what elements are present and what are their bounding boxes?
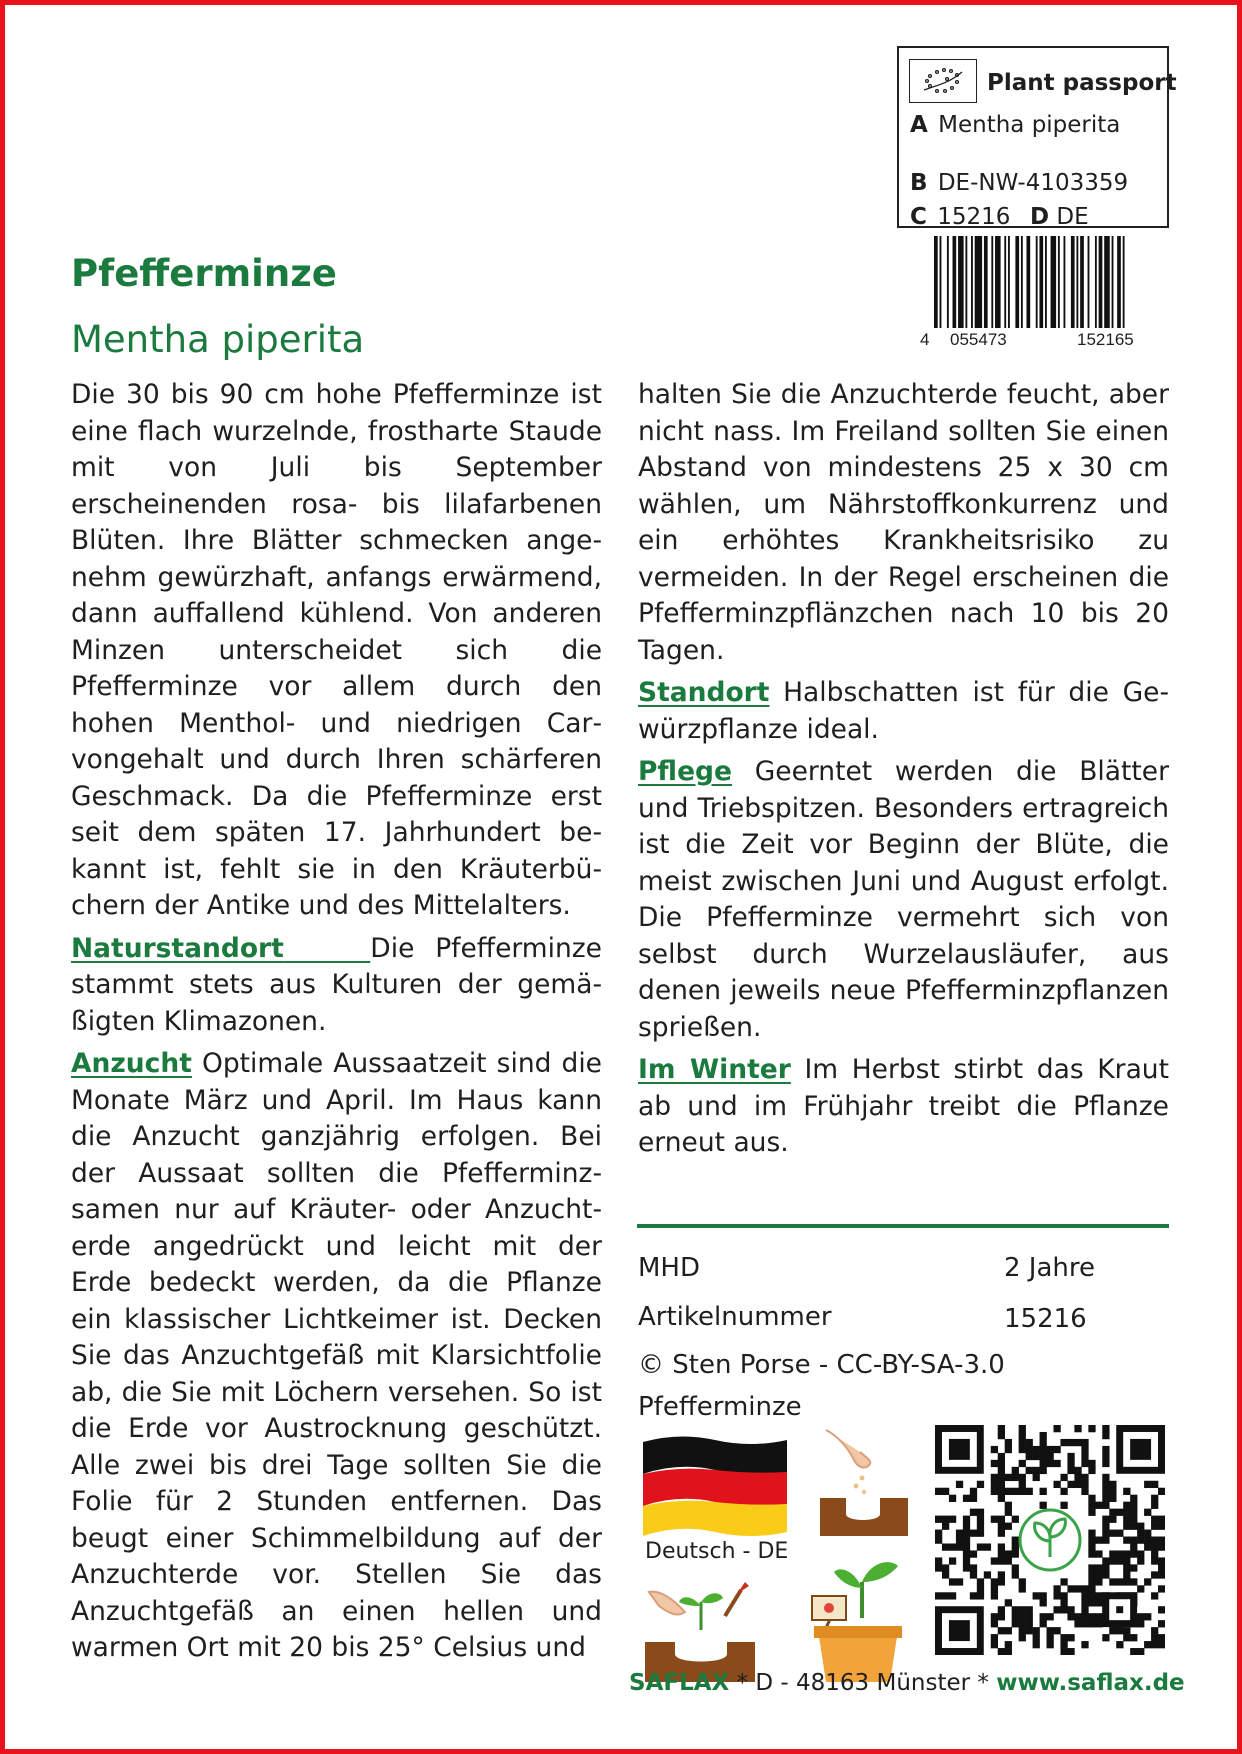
footer-address: * D - 48163 Münster * bbox=[729, 1670, 997, 1696]
winter-text: Im Herbst stirbt das Kraut ab und im Frühjahr treibt die Pflanze erneut aus. bbox=[638, 1054, 1169, 1158]
article-number-value: 15216 bbox=[1004, 1304, 1087, 1334]
passport-key-a: A bbox=[910, 112, 928, 138]
potted-seedling-icon bbox=[800, 1548, 908, 1684]
passport-line-c bbox=[910, 204, 1010, 230]
standort-heading: Standort bbox=[638, 677, 770, 708]
passport-value-d: DE bbox=[1056, 204, 1089, 230]
footer bbox=[629, 1670, 1185, 1696]
pflege-text: Geerntet werden die Blätter und Triebspitzen. Besonders ertragreich ist die Zeit vor Beginn der Blüte, die meist zwischen Juni und August erfolgt. Die Pfefferminze vermehrt sich von selbst durch Wurzelausläufer, aus denen jeweils neue Pfefferminzpflanzen sprießen. bbox=[638, 756, 1169, 1043]
page-title: Pfefferminze bbox=[71, 252, 337, 295]
passport-value-b: DE-NW-4103359 bbox=[937, 170, 1129, 196]
pflege-paragraph bbox=[638, 754, 1169, 1046]
mhd-label: MHD bbox=[638, 1253, 701, 1283]
plant-passport bbox=[897, 46, 1177, 230]
passport-line-d bbox=[1030, 204, 1089, 230]
passport-line-b bbox=[910, 170, 1128, 196]
passport-value-c: 15216 bbox=[937, 204, 1011, 230]
barcode-bars bbox=[920, 236, 1170, 328]
plant-name: Pfefferminze bbox=[638, 1392, 802, 1422]
text-column-right bbox=[638, 377, 1169, 1168]
copyright-note: © Sten Porse - CC-BY-SA-3.0 bbox=[638, 1350, 1005, 1380]
barcode-digit-1: 4 bbox=[920, 330, 930, 349]
sowing-icon bbox=[818, 1426, 910, 1536]
text-column-left bbox=[71, 377, 602, 1673]
pflege-heading: Pflege bbox=[638, 756, 732, 787]
anzucht-paragraph bbox=[71, 1046, 602, 1667]
standort-paragraph bbox=[638, 675, 1169, 748]
intro-paragraph: Die 30 bis 90 cm hohe Pfefferminze ist eine flach wurzelnde, frostharte Staude mit von Juli bis September erscheinenden rosa- bis lilafarbenen Blüten. Ihre Blätter schmecken angenehm gewürzhaft, anfangs erwärmend, dann auffallend kühlend. Von anderen Minzen unterscheidet sich die Pfefferminze vor allem durch den hohen Menthol- und niedrigen Carvongehalt und durch Ihren schärferen Geschmack. Da die Pfefferminze erst seit dem späten 17. Jahrhundert bekannt ist, fehlt sie in den Kräuterbüchern der Antike und des Mittelalters. bbox=[71, 379, 602, 921]
germany-flag-icon bbox=[643, 1432, 787, 1536]
passport-key-d: D bbox=[1030, 204, 1050, 230]
passport-title: Plant passport bbox=[987, 70, 1177, 96]
anzucht-text: Optimale Aussaatzeit sind die Monate März und April. Im Haus kann die Anzucht ganzjährig erfolgen. Bei der Aussaat sollten die Pfefferminzsamen nur auf Kräuter- oder Anzuchterde angedrückt und leicht mit der Erde bedeckt werden, da die Pflanze ein klassischer Lichtkeimer ist. Decken Sie das Anzuchtgefäß mit Klarsichtfolie ab, die Sie mit Löchern versehen. So ist die Erde vor Austrocknung geschützt. Alle zwei bis drei Tage sollten Sie die Folie für 2 Stunden entfernen. Das beugt einer Schimmelbildung auf der Anzuchterde vor. Stellen Sie das Anzuchtgefäß an einen hellen und warmen Ort mit 20 bis 25° Celsius und bbox=[71, 1048, 602, 1663]
passport-key-c: C bbox=[910, 204, 927, 230]
article-number-label: Artikelnummer bbox=[638, 1302, 832, 1332]
footer-website-link[interactable]: www.saflax.de bbox=[996, 1670, 1185, 1696]
anzucht-heading: Anzucht bbox=[71, 1048, 192, 1079]
language-label: Deutsch - DE bbox=[645, 1539, 789, 1564]
winter-paragraph bbox=[638, 1052, 1169, 1162]
eu-organic-logo-icon bbox=[909, 59, 977, 103]
barcode-digits-2: 055473 bbox=[950, 330, 1007, 349]
barcode bbox=[920, 236, 1170, 349]
planting-icon bbox=[645, 1572, 755, 1682]
passport-key-b: B bbox=[910, 170, 928, 196]
barcode-digits-3: 152165 bbox=[1077, 330, 1134, 349]
naturstandort-text: Die Pfefferminze stammt stets aus Kulturen der gemäßigten Klimazonen. bbox=[71, 932, 602, 1037]
qr-code-icon bbox=[935, 1425, 1165, 1655]
naturstandort-paragraph bbox=[71, 931, 602, 1041]
page-subtitle: Mentha piperita bbox=[71, 318, 365, 361]
anzucht-continued: halten Sie die Anzuchterde feucht, aber nicht nass. Im Freiland sollten Sie einen Abstand von mindestens 25 x 30 cm wählen, um Nährstoffkonkurrenz und ein erhöhtes Krankheitsrisiko zu vermeiden. In der Regel erscheinen die Pfefferminzpflänzchen nach 10 bis 20 Tagen. bbox=[638, 379, 1169, 666]
mhd-value: 2 Jahre bbox=[1004, 1253, 1095, 1283]
winter-heading: Im Winter bbox=[638, 1054, 791, 1085]
passport-value-a: Mentha piperita bbox=[938, 112, 1121, 138]
footer-brand: SAFLAX bbox=[629, 1670, 730, 1696]
divider-line bbox=[637, 1224, 1169, 1228]
passport-line-a bbox=[910, 112, 1120, 138]
naturstandort-heading: Naturstandort bbox=[71, 932, 284, 964]
standort-text: Halbschatten ist für die Gewürzpflanze ideal. bbox=[638, 677, 1169, 745]
